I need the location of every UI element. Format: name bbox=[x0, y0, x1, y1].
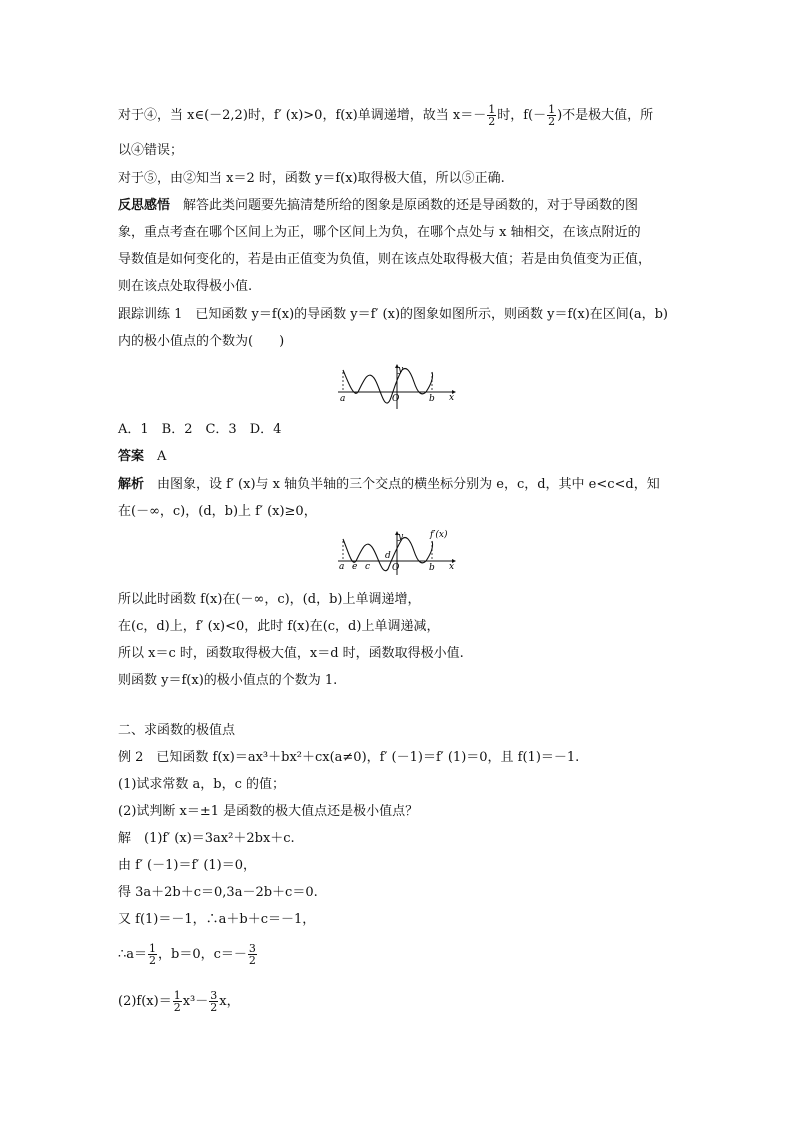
section-heading: 二、求函数的极值点 bbox=[118, 723, 236, 738]
text-seg: 对于④，当 x∈(－2,2)时，f′ (x)>0，f(x)单调递增，故当 x＝－ bbox=[118, 108, 487, 123]
text-seg: ∴a＝ bbox=[118, 947, 148, 962]
options: A．1 B．2 C．3 D．4 bbox=[118, 422, 282, 437]
label-o: O bbox=[392, 563, 400, 573]
solution-line-3: 得 3a＋2b＋c＝0,3a－2b＋c＝0. bbox=[118, 885, 318, 900]
label-b: b bbox=[429, 394, 435, 404]
analysis-line-3: 所以此时函数 f(x)在(－∞，c)，(d，b)上单调递增， bbox=[118, 592, 421, 607]
example-2: 例 2 已知函数 f(x)＝ax³＋bx²＋cx(a≠0)，f′ (－1)＝f′ (1)＝0，且 f(1)＝－1. bbox=[118, 750, 580, 765]
solution-line-5 bbox=[118, 943, 258, 966]
frac-den: 2 bbox=[488, 115, 496, 128]
text-line-5: 象，重点考查在哪个区间上为正，哪个区间上为负，在哪个点处与 x 轴相交，在该点附近的 bbox=[118, 225, 641, 240]
frac-den: 2 bbox=[210, 1001, 218, 1014]
label-fprime: f′(x) bbox=[430, 530, 448, 540]
text-seg: (2)f(x)＝ bbox=[118, 994, 172, 1009]
text-seg: )不是极大值，所 bbox=[557, 108, 654, 123]
text-seg: x， bbox=[219, 994, 240, 1009]
fraction bbox=[173, 990, 182, 1013]
frac-den: 2 bbox=[149, 954, 157, 967]
label-e: e bbox=[352, 562, 358, 572]
frac-den: 2 bbox=[548, 115, 556, 128]
derivative-graph-figure bbox=[334, 362, 460, 412]
text-seg: (－ bbox=[528, 108, 547, 123]
frac-num: 1 bbox=[149, 942, 157, 955]
text-seg: A bbox=[144, 449, 167, 464]
frac-num: 1 bbox=[488, 103, 496, 116]
text-line-2: 以④错误； bbox=[118, 143, 184, 158]
solution-line-1: 解 (1)f′ (x)＝3ax²＋2bx＋c. bbox=[118, 831, 295, 846]
label-y: y bbox=[398, 365, 404, 375]
label-x: x bbox=[449, 562, 455, 572]
analysis-line-4: 在(c，d)上，f′ (x)<0，此时 f(x)在(c，d)上单调递减， bbox=[118, 619, 440, 634]
question-1: (1)试求常数 a，b，c 的值； bbox=[118, 777, 286, 792]
curve bbox=[343, 369, 433, 404]
text-seg: 时，f bbox=[497, 108, 529, 123]
derivative-graph-figure-2 bbox=[334, 527, 460, 577]
frac-num: 3 bbox=[248, 942, 256, 955]
text-seg: x³－ bbox=[182, 994, 209, 1009]
label-x: x bbox=[449, 393, 455, 403]
text-line-7: 则在该点处取得极小值. bbox=[118, 279, 253, 294]
text-line-4 bbox=[118, 197, 638, 215]
label-c: c bbox=[365, 562, 371, 572]
frac-num: 1 bbox=[548, 103, 556, 116]
answer bbox=[118, 448, 166, 466]
solution-line-4: 又 f(1)＝－1，∴a＋b＋c＝－1， bbox=[118, 912, 316, 927]
text-line-3: 对于⑤，由②知当 x＝2 时，函数 y＝f(x)取得极大值，所以⑤正确. bbox=[118, 171, 505, 186]
label-a: a bbox=[340, 394, 346, 404]
frac-den: 2 bbox=[248, 954, 256, 967]
fraction bbox=[148, 943, 157, 966]
frac-num: 3 bbox=[210, 989, 218, 1002]
label-b: b bbox=[429, 563, 435, 573]
text-seg: 解答此类问题要先搞清楚所给的图象是原函数的还是导函数的，对于导函数的图 bbox=[170, 198, 639, 213]
text-seg: ，b＝0，c＝－ bbox=[158, 947, 247, 962]
analysis-line-6: 则函数 y＝f(x)的极小值点的个数为 1. bbox=[118, 673, 338, 688]
text-line-6: 导数值是如何变化的，若是由正值变为负值，则在该点处取得极大值；若是由负值变为正值， bbox=[118, 252, 652, 267]
solution-line-2: 由 f′ (－1)＝f′ (1)＝0， bbox=[118, 858, 257, 873]
text-line-1 bbox=[118, 104, 653, 127]
fraction bbox=[547, 104, 556, 127]
label-d: d bbox=[385, 551, 391, 561]
answer-label: 答案 bbox=[118, 449, 145, 464]
heading-reflection: 反思感悟 bbox=[118, 198, 171, 213]
text-line-8: 跟踪训练 1 已知函数 y＝f(x)的导函数 y＝f′ (x)的图象如图所示，则函数 y＝f(x)在区间(a，b) bbox=[118, 307, 668, 322]
label-o: O bbox=[392, 394, 400, 404]
analysis-line-2: 在(－∞，c)，(d，b)上 f′ (x)≥0， bbox=[118, 504, 317, 519]
fraction bbox=[248, 943, 257, 966]
text-seg: 由图象，设 f′ (x)与 x 轴负半轴的三个交点的横坐标分别为 e，c，d，其中 e<c<d，知 bbox=[144, 477, 660, 492]
analysis-label: 解析 bbox=[118, 477, 145, 492]
analysis-line-5: 所以 x＝c 时，函数取得极大值，x＝d 时，函数取得极小值. bbox=[118, 646, 464, 661]
solution-line-6 bbox=[118, 990, 240, 1013]
frac-den: 2 bbox=[173, 1001, 181, 1014]
frac-num: 1 bbox=[173, 989, 181, 1002]
text-line-9: 内的极小值点的个数为( ) bbox=[118, 334, 285, 349]
label-y: y bbox=[398, 532, 404, 542]
label-a: a bbox=[339, 562, 345, 572]
question-2: (2)试判断 x＝±1 是函数的极大值点还是极小值点？ bbox=[118, 804, 419, 819]
analysis-line-1 bbox=[118, 476, 660, 494]
fraction bbox=[209, 990, 218, 1013]
fraction bbox=[487, 104, 496, 127]
